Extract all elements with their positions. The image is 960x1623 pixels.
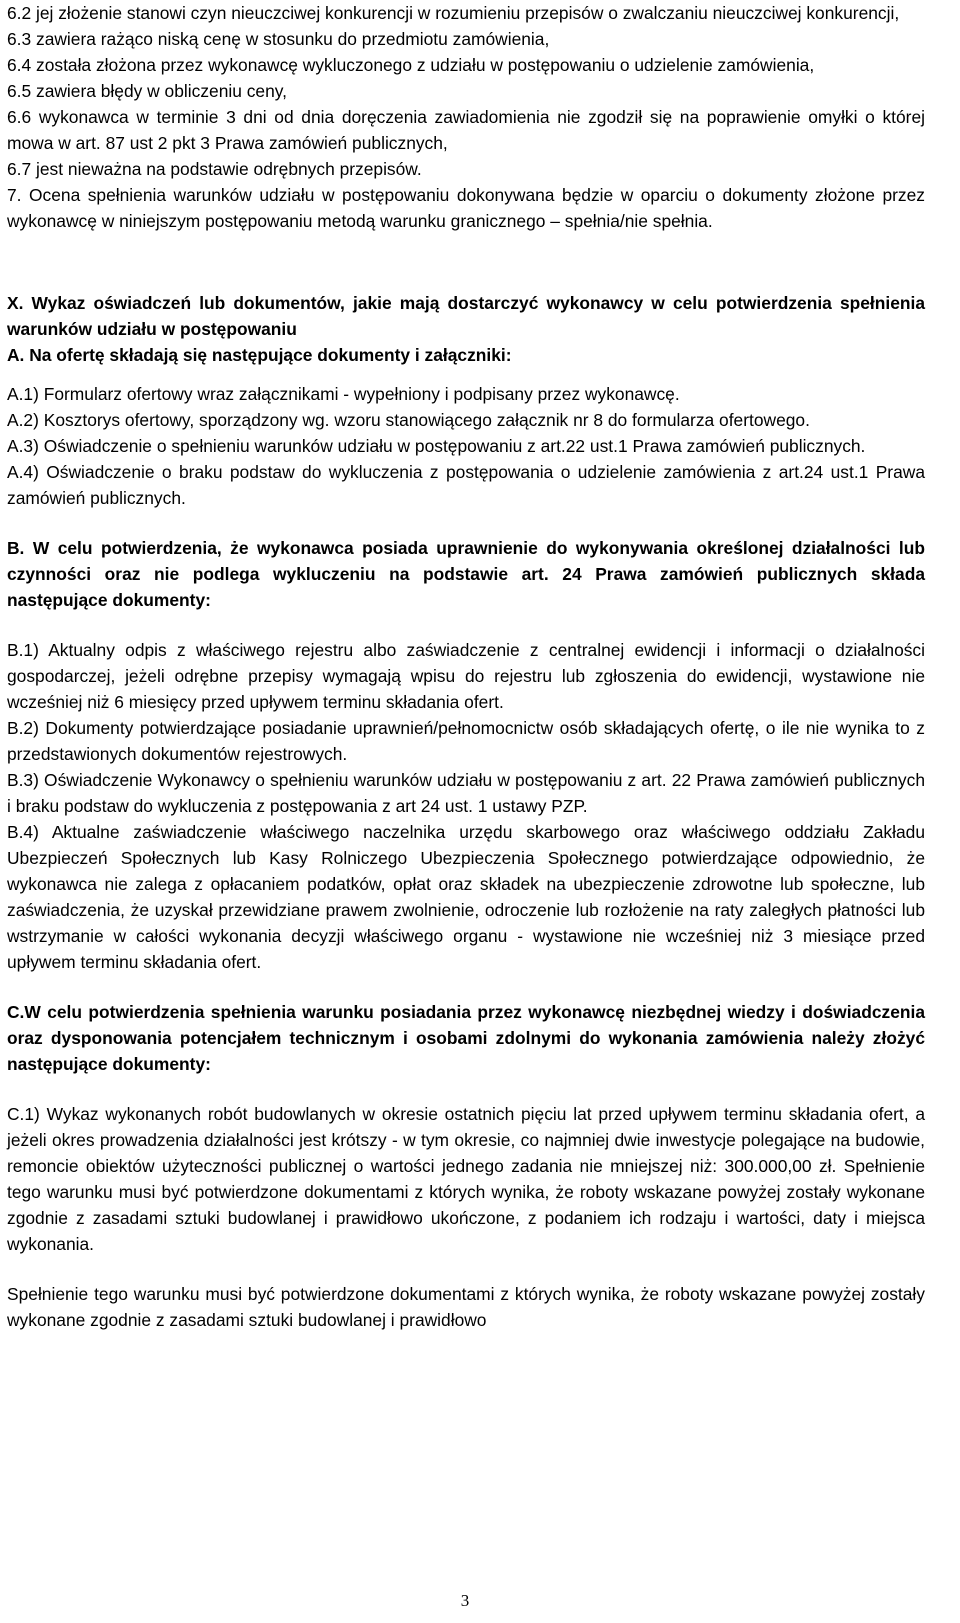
item-a4: A.4) Oświadczenie o braku podstaw do wykluczenia z postępowania o udzielenie zamówienia z art.24 ust.1 Prawa zamówień publicznych. bbox=[7, 462, 925, 508]
item-b2: B.2) Dokumenty potwierdzające posiadanie uprawnień/pełnomocnictw osób składających ofertę, o ile nie wynika to z przedstawionych dokumentów rejestrowych. bbox=[7, 718, 925, 764]
page-number: 3 bbox=[460, 1591, 470, 1610]
trailing-paragraph: Spełnienie tego warunku musi być potwierdzone dokumentami z których wynika, że roboty wskazane powyżej zostały wykonane zgodnie z zasadami sztuki budowlanej i prawidłowo bbox=[7, 1284, 925, 1330]
item-6-2: 6.2 jej złożenie stanowi czyn nieuczciwej konkurencji w rozumieniu przepisów o zwalczaniu nieuczciwej konkurencji, bbox=[7, 3, 900, 23]
spacer bbox=[7, 1077, 925, 1101]
item-6-3: 6.3 zawiera rażąco niską cenę w stosunku do przedmiotu zamówienia, bbox=[7, 29, 550, 49]
item-a3: A.3) Oświadczenie o spełnieniu warunków udziału w postępowaniu z art.22 ust.1 Prawa zamówień publicznych. bbox=[7, 436, 866, 456]
item-6-4: 6.4 została złożona przez wykonawcę wykluczonego z udziału w postępowaniu o udzielenie zamówienia, bbox=[7, 55, 815, 75]
item-7: 7. Ocena spełnienia warunków udziału w postępowaniu dokonywana będzie w oparciu o dokumenty złożone przez wykonawcę w niniejszym postępowaniu metodą warunku granicznego – spełnia/nie spełnia. bbox=[7, 185, 925, 231]
spacer bbox=[7, 234, 925, 290]
section-b-heading: B. W celu potwierdzenia, że wykonawca posiada uprawnienie do wykonywania określonej działalności lub czynności oraz nie podlega wykluczeniu na podstawie art. 24 Prawa zamówień publicznych składa następujące dokumenty: bbox=[7, 538, 925, 610]
item-c1: C.1) Wykaz wykonanych robót budowlanych w okresie ostatnich pięciu lat przed upływem terminu składania ofert, a jeżeli okres prowadzenia działalności jest krótszy - w tym okresie, co najmniej dwie inwestycje polegające na budowie, remoncie obiektów użyteczności publicznej o wartości jednego zadania nie mniejszej niż: 300.000,00 zł. Spełnienie tego warunku musi być potwierdzone dokumentami z których wynika, że roboty wskazane powyżej zostały wykonane zgodnie z zasadami sztuki budowlanej i prawidłowo ukończone, z podaniem ich rodzaju i wartości, daty i miejsca wykonania. bbox=[7, 1104, 925, 1254]
item-6-7: 6.7 jest nieważna na podstawie odrębnych przepisów. bbox=[7, 159, 422, 179]
spacer bbox=[7, 613, 925, 637]
section-a-heading: A. Na ofertę składają się następujące dokumenty i załączniki: bbox=[7, 345, 512, 365]
item-b3: B.3) Oświadczenie Wykonawcy o spełnieniu warunków udziału w postępowaniu z art. 22 Prawa zamówień publicznych i braku podstaw do wykluczenia z postępowania z art 24 ust. 1 ustawy PZP. bbox=[7, 770, 925, 816]
item-a1: A.1) Formularz ofertowy wraz załącznikami - wypełniony i podpisany przez wykonawcę. bbox=[7, 384, 680, 404]
document-page bbox=[7, 0, 925, 1333]
section-c-heading: C.W celu potwierdzenia spełnienia warunku posiadania przez wykonawcę niezbędnej wiedzy i doświadczenia oraz dysponowania potencjałem technicznym i osobami zdolnymi do wykonania zamówienia należy złożyć następujące dokumenty: bbox=[7, 1002, 925, 1074]
item-b4: B.4) Aktualne zaświadczenie właściwego naczelnika urzędu skarbowego oraz właściwego oddziału Zakładu Ubezpieczeń Społecznych lub Kasy Rolniczego Ubezpieczenia Społecznego potwierdzające odpowiednio, że wykonawca nie zalega z opłacaniem podatków, opłat oraz składek na ubezpieczenie zdrowotne lub społeczne, lub zaświadczenia, że uzyskał przewidziane prawem zwolnienie, odroczenie lub rozłożenie na raty zaległych płatności lub wstrzymanie w całości wykonania decyzji właściwego organu - wystawione nie wcześniej niż 3 miesiące przed upływem terminu składania ofert. bbox=[7, 822, 925, 972]
item-a2: A.2) Kosztorys ofertowy, sporządzony wg. wzoru stanowiącego załącznik nr 8 do formularza ofertowego. bbox=[7, 410, 810, 430]
spacer bbox=[7, 975, 925, 999]
item-b1: B.1) Aktualny odpis z właściwego rejestru albo zaświadczenie z centralnej ewidencji i informacji o działalności gospodarczej, jeżeli odrębne przepisy wymagają wpisu do rejestru lub zgłoszenia do ewidencji, wystawione nie wcześniej niż 6 miesięcy przed upływem terminu składania ofert. bbox=[7, 640, 925, 712]
item-6-5: 6.5 zawiera błędy w obliczeniu ceny, bbox=[7, 81, 288, 101]
item-6-6: 6.6 wykonawca w terminie 3 dni od dnia doręczenia zawiadomienia nie zgodził się na poprawienie omyłki o której mowa w art. 87 ust 2 pkt 3 Prawa zamówień publicznych, bbox=[7, 107, 925, 153]
spacer bbox=[7, 511, 925, 535]
spacer bbox=[7, 1257, 925, 1281]
spacer bbox=[7, 368, 925, 381]
section-x-heading: X. Wykaz oświadczeń lub dokumentów, jakie mają dostarczyć wykonawcy w celu potwierdzenia spełnienia warunków udziału w postępowaniu bbox=[7, 293, 925, 339]
